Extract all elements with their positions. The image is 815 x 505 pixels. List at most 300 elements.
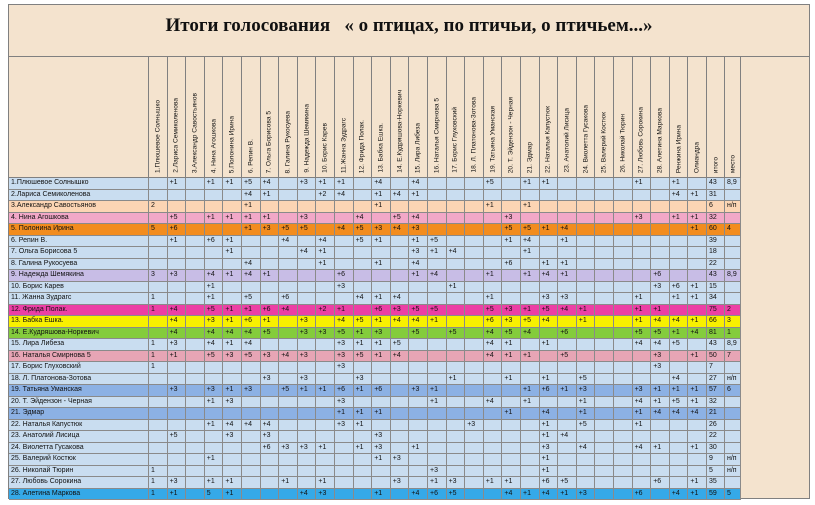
vote-cell <box>186 443 205 455</box>
total-header <box>707 57 725 178</box>
vote-cell <box>614 339 633 351</box>
vote-cell: +1 <box>540 466 559 478</box>
vote-cell <box>391 328 410 340</box>
vote-cell: +4 <box>242 259 261 271</box>
vote-cell <box>223 201 242 213</box>
vote-cell: +3 <box>298 351 317 363</box>
vote-cell: +1 <box>502 408 521 420</box>
vote-cell <box>428 178 447 190</box>
vote-cell: +4 <box>484 328 503 340</box>
vote-cell: +5 <box>540 305 559 317</box>
vote-cell: +4 <box>354 293 373 305</box>
vote-cell <box>465 385 484 397</box>
vote-cell: +3 <box>205 316 224 328</box>
vote-cell: +1 <box>558 270 577 282</box>
vote-cell <box>484 420 503 432</box>
vote-cell: +1 <box>633 305 652 317</box>
vote-cell <box>409 397 428 409</box>
vote-cell <box>261 282 280 294</box>
vote-cell: +3 <box>372 224 391 236</box>
vote-cell <box>521 466 540 478</box>
vote-cell <box>428 454 447 466</box>
column-header <box>502 57 521 178</box>
vote-cell: +1 <box>521 270 540 282</box>
vote-cell <box>428 190 447 202</box>
place-cell: 8,9 <box>725 270 741 282</box>
vote-cell: +1 <box>540 374 559 386</box>
vote-cell: +5 <box>521 316 540 328</box>
vote-cell <box>558 374 577 386</box>
vote-cell <box>465 259 484 271</box>
vote-cell: +1 <box>688 477 707 489</box>
vote-cell <box>186 247 205 259</box>
vote-cell <box>391 408 410 420</box>
vote-cell <box>633 466 652 478</box>
vote-cell <box>484 224 503 236</box>
vote-cell <box>298 454 317 466</box>
table-row <box>9 213 741 225</box>
vote-cell: +1 <box>484 270 503 282</box>
vote-cell <box>502 201 521 213</box>
vote-cell <box>186 397 205 409</box>
vote-cell <box>651 236 670 248</box>
vote-cell: +5 <box>521 224 540 236</box>
vote-cell: +6 <box>428 489 447 501</box>
vote-cell <box>279 466 298 478</box>
vote-cell <box>261 236 280 248</box>
vote-cell <box>316 431 335 443</box>
vote-cell: +4 <box>242 190 261 202</box>
vote-cell <box>577 282 596 294</box>
vote-cell: +5 <box>354 316 373 328</box>
vote-cell <box>242 431 261 443</box>
vote-cell: +6 <box>205 236 224 248</box>
vote-cell: +3 <box>298 178 317 190</box>
vote-cell <box>261 385 280 397</box>
vote-cell <box>502 431 521 443</box>
vote-cell <box>688 420 707 432</box>
vote-cell <box>298 477 317 489</box>
vote-cell: +1 <box>168 236 187 248</box>
vote-cell <box>595 431 614 443</box>
vote-cell <box>335 293 354 305</box>
vote-cell: +4 <box>540 489 559 501</box>
column-header <box>409 57 428 178</box>
place-cell <box>725 190 741 202</box>
place-cell: 2 <box>725 305 741 317</box>
vote-cell <box>484 282 503 294</box>
vote-cell <box>465 397 484 409</box>
total-cell: 21 <box>707 408 725 420</box>
vote-cell <box>354 362 373 374</box>
total-cell: 43 <box>707 339 725 351</box>
vote-cell <box>614 270 633 282</box>
vote-cell <box>409 466 428 478</box>
vote-cell: +1 <box>670 293 689 305</box>
vote-cell: +1 <box>688 489 707 501</box>
vote-cell <box>540 328 559 340</box>
vote-cell <box>205 466 224 478</box>
vote-cell <box>372 397 391 409</box>
vote-cell <box>168 374 187 386</box>
vote-cell <box>335 431 354 443</box>
vote-cell <box>521 454 540 466</box>
participant-name: 5. Полонина Ирина <box>9 224 149 236</box>
vote-cell: +3 <box>409 247 428 259</box>
vote-cell <box>465 489 484 501</box>
vote-cell <box>447 362 466 374</box>
vote-cell: +5 <box>447 328 466 340</box>
column-header <box>595 57 614 178</box>
vote-cell: 5 <box>149 224 168 236</box>
vote-cell: +1 <box>428 316 447 328</box>
vote-cell: +5 <box>242 351 261 363</box>
vote-cell <box>223 443 242 455</box>
vote-cell: +1 <box>633 178 652 190</box>
vote-cell <box>502 385 521 397</box>
vote-cell <box>354 178 373 190</box>
vote-cell <box>316 316 335 328</box>
vote-cell: +4 <box>279 305 298 317</box>
vote-cell: +3 <box>335 397 354 409</box>
vote-cell <box>186 420 205 432</box>
vote-cell: +1 <box>577 316 596 328</box>
vote-cell <box>223 224 242 236</box>
vote-cell: +3 <box>261 431 280 443</box>
vote-cell: +1 <box>558 489 577 501</box>
place-cell: 3 <box>725 316 741 328</box>
vote-cell <box>447 224 466 236</box>
vote-cell <box>149 408 168 420</box>
vote-cell <box>688 362 707 374</box>
vote-cell: +4 <box>670 489 689 501</box>
total-cell: 5 <box>707 466 725 478</box>
vote-cell <box>688 259 707 271</box>
vote-cell <box>670 420 689 432</box>
vote-cell: +1 <box>223 316 242 328</box>
column-header-label: 26. Николай Тюрин <box>619 114 627 173</box>
vote-cell <box>261 362 280 374</box>
vote-cell: +1 <box>223 178 242 190</box>
vote-cell: +1 <box>372 351 391 363</box>
vote-cell <box>688 201 707 213</box>
vote-cell <box>465 178 484 190</box>
vote-cell: +3 <box>298 374 317 386</box>
vote-cell: +1 <box>354 408 373 420</box>
total-cell: 50 <box>707 351 725 363</box>
vote-cell: 1 <box>149 477 168 489</box>
vote-cell: +3 <box>335 420 354 432</box>
table-row <box>9 305 741 317</box>
total-cell: 35 <box>707 477 725 489</box>
total-cell: 32 <box>707 213 725 225</box>
vote-cell: +1 <box>372 316 391 328</box>
vote-cell <box>447 178 466 190</box>
vote-cell <box>595 316 614 328</box>
vote-cell <box>428 339 447 351</box>
vote-cell: +4 <box>428 270 447 282</box>
vote-cell: +4 <box>558 305 577 317</box>
vote-cell <box>316 408 335 420</box>
vote-cell <box>149 213 168 225</box>
vote-cell: +3 <box>502 213 521 225</box>
vote-cell: +1 <box>205 454 224 466</box>
vote-cell <box>186 454 205 466</box>
vote-cell <box>577 178 596 190</box>
vote-cell <box>595 270 614 282</box>
table-row <box>9 236 741 248</box>
vote-cell <box>316 282 335 294</box>
vote-cell <box>354 201 373 213</box>
vote-cell <box>502 282 521 294</box>
vote-cell <box>670 454 689 466</box>
vote-cell <box>372 466 391 478</box>
vote-cell: +4 <box>558 224 577 236</box>
place-cell: 8,9 <box>725 178 741 190</box>
vote-cell: +3 <box>651 282 670 294</box>
vote-cell <box>595 339 614 351</box>
vote-cell: +3 <box>354 374 373 386</box>
vote-cell <box>614 247 633 259</box>
vote-cell <box>633 431 652 443</box>
vote-cell <box>316 339 335 351</box>
vote-cell <box>465 362 484 374</box>
vote-cell <box>614 420 633 432</box>
vote-cell <box>428 374 447 386</box>
vote-cell: +5 <box>484 178 503 190</box>
vote-cell <box>428 431 447 443</box>
vote-cell <box>354 259 373 271</box>
vote-cell <box>595 213 614 225</box>
vote-cell <box>168 247 187 259</box>
vote-cell <box>688 454 707 466</box>
vote-cell <box>521 362 540 374</box>
vote-cell <box>372 247 391 259</box>
vote-cell <box>651 420 670 432</box>
vote-cell <box>465 293 484 305</box>
total-cell: 15 <box>707 282 725 294</box>
vote-cell <box>577 224 596 236</box>
vote-cell: +4 <box>651 408 670 420</box>
vote-cell <box>447 397 466 409</box>
vote-cell: +3 <box>316 328 335 340</box>
vote-cell: 2 <box>149 201 168 213</box>
vote-cell: +1 <box>261 270 280 282</box>
vote-cell: +1 <box>484 201 503 213</box>
place-header <box>725 57 741 178</box>
vote-cell <box>595 178 614 190</box>
vote-cell <box>577 362 596 374</box>
vote-cell <box>688 374 707 386</box>
vote-cell <box>558 213 577 225</box>
vote-cell: +4 <box>391 224 410 236</box>
vote-cell <box>521 339 540 351</box>
vote-cell: +4 <box>298 247 317 259</box>
vote-cell: +3 <box>577 489 596 501</box>
vote-cell: +4 <box>409 489 428 501</box>
vote-cell: +5 <box>242 178 261 190</box>
column-header <box>354 57 373 178</box>
vote-cell: +1 <box>316 477 335 489</box>
vote-cell <box>279 431 298 443</box>
table-row <box>9 477 741 489</box>
vote-cell <box>465 247 484 259</box>
vote-cell <box>279 397 298 409</box>
vote-cell <box>688 247 707 259</box>
vote-cell: +1 <box>409 190 428 202</box>
place-cell: 1 <box>725 328 741 340</box>
vote-cell <box>391 236 410 248</box>
vote-cell <box>316 454 335 466</box>
vote-cell <box>391 362 410 374</box>
vote-cell: +1 <box>688 190 707 202</box>
vote-cell: +3 <box>651 362 670 374</box>
participant-name: 24. Виолетта Гусакова <box>9 443 149 455</box>
vote-cell: +4 <box>484 351 503 363</box>
vote-cell <box>298 201 317 213</box>
vote-cell <box>447 454 466 466</box>
vote-cell <box>261 293 280 305</box>
vote-cell <box>335 213 354 225</box>
vote-cell: +4 <box>670 374 689 386</box>
vote-cell: +3 <box>558 293 577 305</box>
vote-cell <box>558 339 577 351</box>
vote-cell: +1 <box>633 420 652 432</box>
vote-cell <box>447 293 466 305</box>
vote-cell: +1 <box>223 213 242 225</box>
vote-cell <box>168 397 187 409</box>
vote-cell <box>279 190 298 202</box>
vote-cell: +4 <box>670 190 689 202</box>
vote-cell <box>279 247 298 259</box>
total-cell: 7 <box>707 362 725 374</box>
vote-cell <box>614 385 633 397</box>
vote-cell <box>279 328 298 340</box>
table-row <box>9 293 741 305</box>
vote-cell <box>279 316 298 328</box>
vote-cell: +1 <box>242 305 261 317</box>
vote-cell <box>447 236 466 248</box>
vote-cell <box>279 489 298 501</box>
vote-cell: +1 <box>540 431 559 443</box>
vote-cell: +3 <box>372 431 391 443</box>
vote-cell: +1 <box>168 351 187 363</box>
total-cell: 75 <box>707 305 725 317</box>
vote-cell: +1 <box>670 328 689 340</box>
table-row <box>9 328 741 340</box>
vote-cell <box>558 201 577 213</box>
vote-cell <box>688 270 707 282</box>
vote-cell <box>633 247 652 259</box>
vote-cell: +1 <box>502 374 521 386</box>
vote-cell: +5 <box>558 477 577 489</box>
vote-cell <box>205 224 224 236</box>
vote-cell: +3 <box>316 489 335 501</box>
vote-cell <box>428 420 447 432</box>
vote-cell <box>670 305 689 317</box>
vote-cell <box>465 282 484 294</box>
vote-cell: +1 <box>428 247 447 259</box>
vote-cell <box>205 374 224 386</box>
vote-cell: +1 <box>540 339 559 351</box>
table-row <box>9 224 741 236</box>
vote-cell <box>279 362 298 374</box>
vote-cell <box>595 305 614 317</box>
vote-cell: 1 <box>149 293 168 305</box>
vote-cell: +3 <box>168 339 187 351</box>
vote-cell <box>242 362 261 374</box>
total-cell: 18 <box>707 247 725 259</box>
vote-cell: +5 <box>428 305 447 317</box>
vote-cell: +1 <box>521 178 540 190</box>
vote-cell <box>279 374 298 386</box>
vote-cell <box>149 247 168 259</box>
column-header <box>205 57 224 178</box>
vote-cell <box>558 362 577 374</box>
column-header-label: 27. Любовь Сорокина <box>637 106 645 173</box>
vote-cell <box>447 190 466 202</box>
vote-cell: +1 <box>354 339 373 351</box>
column-header-label: 7. Ольга Борисова 5 <box>265 110 273 173</box>
vote-cell: +1 <box>409 443 428 455</box>
vote-cell <box>595 489 614 501</box>
vote-cell <box>149 328 168 340</box>
vote-cell: +1 <box>205 477 224 489</box>
vote-cell: +3 <box>409 385 428 397</box>
vote-cell: +6 <box>242 316 261 328</box>
vote-cell <box>577 247 596 259</box>
column-header <box>261 57 280 178</box>
vote-cell: +1 <box>335 178 354 190</box>
vote-cell: +1 <box>577 397 596 409</box>
vote-cell <box>614 431 633 443</box>
vote-cell: +1 <box>205 420 224 432</box>
vote-cell <box>595 466 614 478</box>
total-cell: 39 <box>707 236 725 248</box>
vote-cell: +1 <box>651 385 670 397</box>
total-cell: 31 <box>707 190 725 202</box>
vote-cell <box>484 385 503 397</box>
vote-cell: +5 <box>428 236 447 248</box>
column-header-label: 22. Наталья Капустюк <box>544 105 552 173</box>
vote-cell: +5 <box>205 305 224 317</box>
vote-cell <box>205 362 224 374</box>
participant-name: 21. Эдмар <box>9 408 149 420</box>
vote-cell <box>391 374 410 386</box>
vote-cell <box>540 247 559 259</box>
vote-cell: +3 <box>298 213 317 225</box>
vote-cell: +4 <box>521 328 540 340</box>
vote-cell <box>521 408 540 420</box>
total-cell: 43 <box>707 178 725 190</box>
vote-cell <box>168 420 187 432</box>
vote-cell: +6 <box>335 385 354 397</box>
vote-cell: +4 <box>242 270 261 282</box>
vote-cell <box>428 224 447 236</box>
vote-cell <box>223 282 242 294</box>
vote-cell <box>298 270 317 282</box>
vote-cell <box>465 466 484 478</box>
vote-cell: +4 <box>540 270 559 282</box>
total-header-label: итого <box>712 156 719 173</box>
vote-cell <box>595 374 614 386</box>
participant-name: 18. Л. Платонова-Зотова <box>9 374 149 386</box>
participant-name: 22. Наталья Капустюк <box>9 420 149 432</box>
vote-cell: +4 <box>688 328 707 340</box>
vote-cell <box>279 213 298 225</box>
vote-cell: +1 <box>577 305 596 317</box>
vote-cell: +3 <box>242 385 261 397</box>
